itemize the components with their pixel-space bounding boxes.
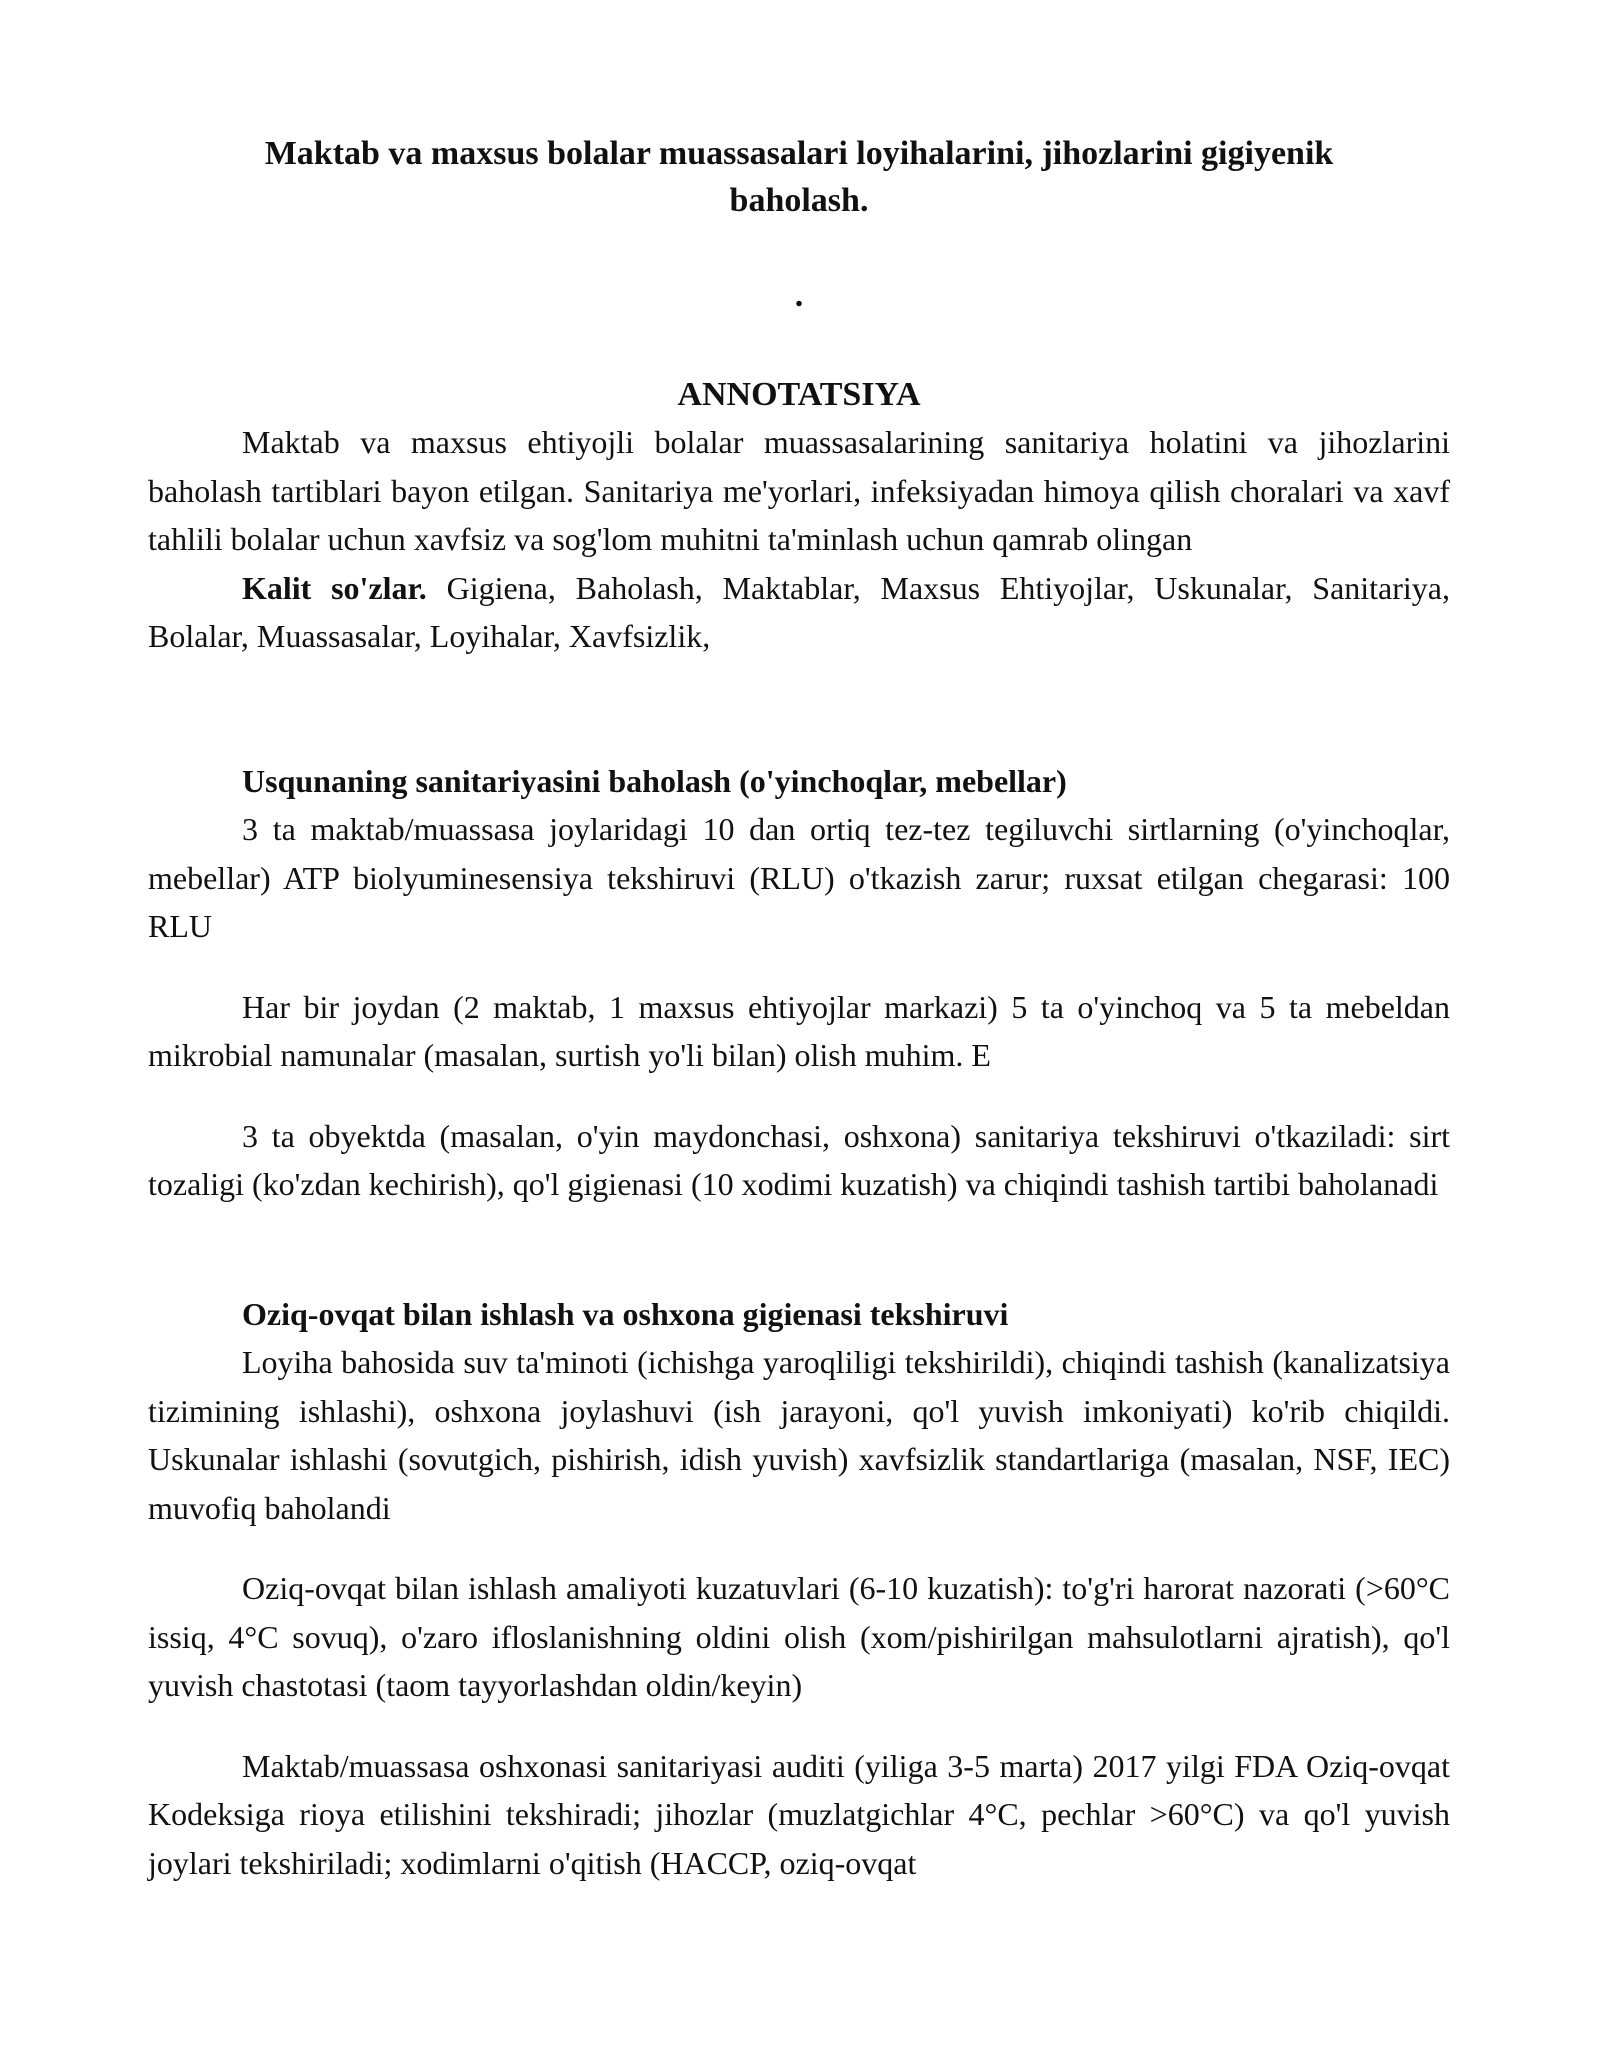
keywords-text: Gigiena, Baholash, Maktablar, Maxsus Ehtiyojlar, Uskunalar, Sanitariya, Bolalar, Muassasalar, Loyihalar, Xavfsizlik, [148, 569, 1451, 654]
spacer [148, 1532, 1450, 1564]
document-title: Maktab va maxsus bolalar muassasalari loyihalarini, jihozlarini gigiyenik baholash. [264, 135, 1334, 219]
section1-paragraph-1: 3 ta maktab/muassasa joylaridagi 10 dan ortiq tez-tez tegiluvchi sirtlarning (o'yinchoqlar, mebellar) ATP biolyuminesensiya tekshiruvi (RLU) o'tkazish zarur; ruxsat etilgan chegarasi: 100 RLU [148, 811, 1450, 944]
keywords-paragraph [148, 564, 1450, 661]
annotation-text: Maktab va maxsus ehtiyojli bolalar muassasalarining sanitariya holatini va jihozlarini baholash tartiblari bayon etilgan. Sanitariya me'yorlari, infeksiyadan himoya qilish choralari va xavf tahlili bolalar uchun xavfsiz va sog'lom muhitni ta'minlash uchun qamrab olingan [148, 424, 1450, 557]
spacer [148, 1710, 1450, 1742]
document-page [148, 130, 1450, 1887]
spacer [148, 1209, 1450, 1290]
spacer [148, 951, 1450, 983]
spacer [148, 661, 1450, 757]
section2-paragraph-3: Maktab/muassasa oshxonasi sanitariyasi auditi (yiliga 3-5 marta) 2017 yilgi FDA Oziq-ovqat Kodeksiga rioya etilishini tekshiradi; jihozlar (muzlatgichlar 4°C, pechlar >60°C) va qo'l yuvish joylari tekshiriladi; xodimlarni o'qitish (HACCP, oziq-ovqat [148, 1747, 1450, 1881]
section2-paragraph-1: Loyiha bahosida suv ta'minoti (ichishga yaroqliligi tekshirildi), chiqindi tashish (kanalizatsiya tizimining ishlashi), oshxona joylashuvi (ish jarayoni, qo'l yuvish imkoniyati) ko'rib chiqildi. Uskunalar ishlashi (sovutgich, pishirish, idish yuvish) xavfsizlik standartlariga (masalan, NSF, IEC) muvofiq baholandi [148, 1344, 1450, 1526]
section2-heading: Oziq-ovqat bilan ishlash va oshxona gigienasi tekshiruvi [242, 1295, 1009, 1332]
separator-dot: . [794, 277, 804, 314]
section1-paragraph-3: 3 ta obyektda (masalan, o'yin maydonchasi, oshxona) sanitariya tekshiruvi o'tkaziladi: sirt tozaligi (ko'zdan kechirish), qo'l gigienasi (10 xodimi kuzatish) va chiqindi tashish tartibi baholanadi [148, 1117, 1450, 1202]
keywords-label: Kalit so'zlar. [242, 569, 427, 606]
section1-paragraph-2: Har bir joydan (2 maktab, 1 maxsus ehtiyojlar markazi) 5 ta o'yinchoq va 5 ta mebeldan mikrobial namunalar (masalan, surtish yo'li bilan) olish muhim. E [148, 988, 1450, 1073]
section2-paragraph-2: Oziq-ovqat bilan ishlash amaliyoti kuzatuvlari (6-10 kuzatish): to'g'ri harorat nazorati (>60°C issiq, 4°C sovuq), o'zaro ifloslanishning oldini olish (xom/pishirilgan mahsulotlarni ajratish), qo'l yuvish chastotasi (taom tayyorlashdan oldin/keyin) [148, 1570, 1450, 1703]
spacer [148, 1080, 1450, 1112]
annotation-heading: ANNOTATSIYA [677, 376, 921, 413]
section1-heading: Usqunaning sanitariyasini baholash (o'yinchoqlar, mebellar) [242, 762, 1067, 799]
